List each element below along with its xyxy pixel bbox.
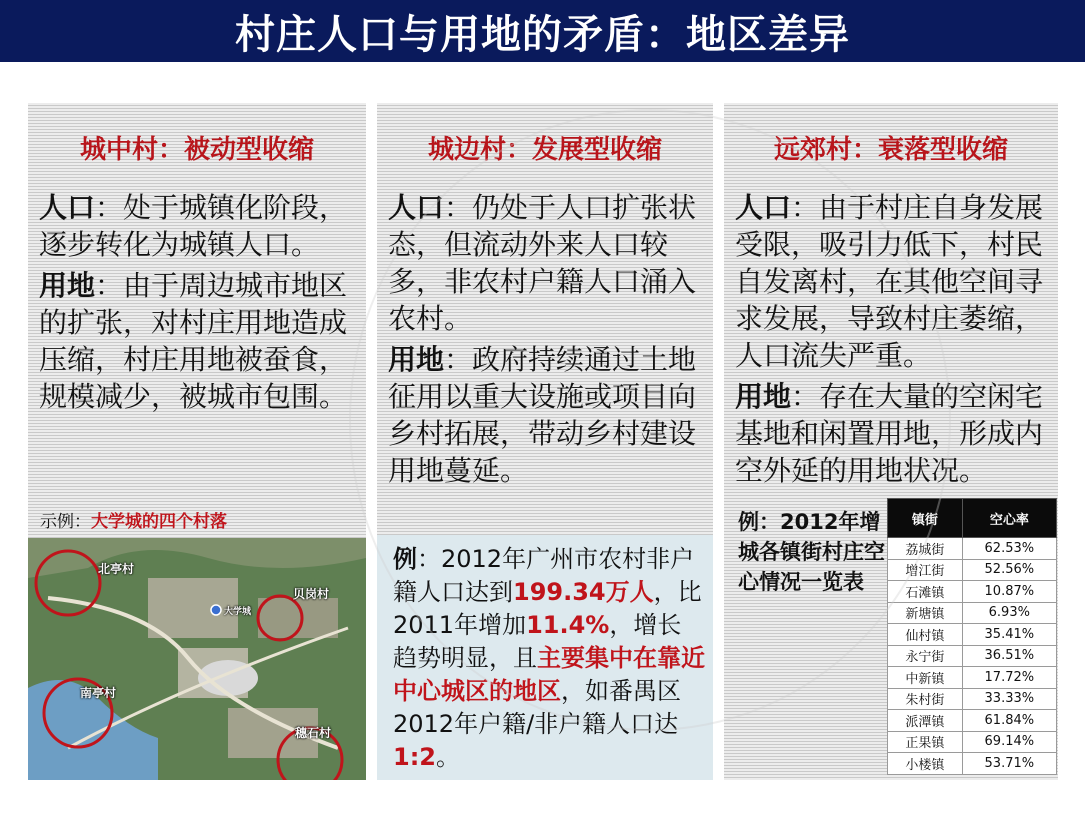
cell-vacancy-rate: 62.53%	[962, 538, 1056, 560]
cell-vacancy-rate: 17.72%	[962, 667, 1056, 689]
table-row	[888, 731, 1057, 753]
cell-vacancy-rate: 52.56%	[962, 559, 1056, 581]
table-body	[888, 538, 1057, 775]
cell-town: 中新镇	[888, 667, 963, 689]
cell-vacancy-rate: 6.93%	[962, 602, 1056, 624]
example-segment: 。	[436, 743, 460, 771]
table-row	[888, 688, 1057, 710]
table-header-row	[888, 499, 1057, 538]
land-label: 用地	[735, 380, 792, 413]
example-segment: ，增长趋势明显，且	[393, 611, 682, 672]
map-image	[28, 538, 366, 780]
cell-town: 朱村街	[888, 688, 963, 710]
column-title: 城边村：发展型收缩	[427, 135, 662, 165]
table-row	[888, 710, 1057, 732]
population-paragraph	[388, 189, 707, 337]
example-text	[393, 543, 705, 774]
cell-town: 荔城街	[888, 538, 963, 560]
cell-town: 派潭镇	[888, 710, 963, 732]
land-text: ：存在大量的空闲宅基地和闲置用地，形成内空外延的用地状况。	[735, 380, 1044, 487]
example-prefix: 示例：	[40, 512, 91, 532]
table-row	[888, 538, 1057, 560]
column-title: 远郊村：衰落型收缩	[773, 135, 1008, 165]
land-paragraph	[39, 267, 360, 415]
table-row	[888, 581, 1057, 603]
population-text: ：处于城镇化阶段，逐步转化为城镇人口。	[39, 191, 348, 261]
example-caption	[40, 507, 227, 532]
example-segment: ，比2011年增加	[393, 578, 702, 639]
population-text: ：由于村庄自身发展受限，吸引力低下，村民自发离村，在其他空间寻求发展，导致村庄萎缩，人口流失严重。	[735, 191, 1044, 372]
example-highlight: 1:2	[393, 743, 436, 771]
land-text: ：由于周边城市地区的扩张，对村庄用地造成压缩，村庄用地被蚕食，规模减少，被城市包围。	[39, 269, 348, 413]
vacancy-rate-table	[887, 498, 1057, 775]
column-body	[735, 189, 1052, 493]
header-town: 镇街	[888, 499, 963, 538]
population-paragraph	[39, 189, 360, 263]
cell-vacancy-rate: 33.33%	[962, 688, 1056, 710]
title-bar	[0, 0, 1085, 62]
university-town-map	[28, 538, 366, 780]
column-body	[388, 189, 707, 493]
table-caption: 例：2012年增城各镇街村庄空心情况一览表	[738, 510, 885, 594]
land-label: 用地	[39, 269, 96, 302]
cell-vacancy-rate: 35.41%	[962, 624, 1056, 646]
table-row	[888, 645, 1057, 667]
table-row	[888, 559, 1057, 581]
example-segment: ：2012年广州市农村非户籍人口达到	[393, 545, 695, 606]
land-label: 用地	[388, 343, 445, 376]
example-box	[377, 535, 713, 780]
table-row	[888, 624, 1057, 646]
land-text: ：政府持续通过土地征用以重大设施或项目向乡村拓展，带动乡村建设用地蔓延。	[388, 343, 697, 487]
cell-town: 增江街	[888, 559, 963, 581]
cell-town: 小楼镇	[888, 753, 963, 775]
example-label: 例	[393, 545, 417, 573]
land-paragraph	[388, 341, 707, 489]
example-highlight: 199.34万人	[513, 578, 654, 606]
column-urban-village	[28, 103, 366, 780]
cell-vacancy-rate: 61.84%	[962, 710, 1056, 732]
table-row	[888, 667, 1057, 689]
example-segment: ，如番禺区2012年户籍/非户籍人口达	[393, 677, 681, 738]
land-paragraph	[735, 378, 1052, 489]
map-label-beiting: 北亭村	[98, 562, 135, 576]
example-highlight: 大学城的四个村落	[91, 512, 227, 532]
cell-town: 永宁街	[888, 645, 963, 667]
population-label: 人口	[39, 191, 96, 224]
cell-vacancy-rate: 69.14%	[962, 731, 1056, 753]
map-label-nanting: 南亭村	[80, 686, 117, 700]
map-label-beigang: 贝岗村	[293, 587, 330, 601]
table-row	[888, 753, 1057, 775]
cell-vacancy-rate: 10.87%	[962, 581, 1056, 603]
header-vacancy-rate: 空心率	[962, 499, 1056, 538]
cell-town: 石滩镇	[888, 581, 963, 603]
map-label-university-town: 大学城	[224, 607, 252, 617]
page-title: 村庄人口与用地的矛盾：地区差异	[235, 11, 850, 58]
table-row	[888, 602, 1057, 624]
cell-town: 仙村镇	[888, 624, 963, 646]
cell-town: 新塘镇	[888, 602, 963, 624]
cell-vacancy-rate: 53.71%	[962, 753, 1056, 775]
column-suburban-village	[377, 103, 713, 780]
population-label: 人口	[388, 191, 445, 224]
population-text: ：仍处于人口扩张状态，但流动外来人口较多，非农村户籍人口涌入农村。	[388, 191, 697, 335]
example-highlight: 11.4%	[526, 611, 610, 639]
column-remote-village	[724, 103, 1058, 780]
cell-vacancy-rate: 36.51%	[962, 645, 1056, 667]
example-highlight: 主要集中在靠近中心城区的地区	[393, 644, 705, 705]
cell-town: 正果镇	[888, 731, 963, 753]
population-label: 人口	[735, 191, 792, 224]
column-body	[39, 189, 360, 419]
map-label-suishi: 穗石村	[295, 726, 332, 740]
population-paragraph	[735, 189, 1052, 374]
column-title: 城中村：被动型收缩	[79, 135, 314, 165]
